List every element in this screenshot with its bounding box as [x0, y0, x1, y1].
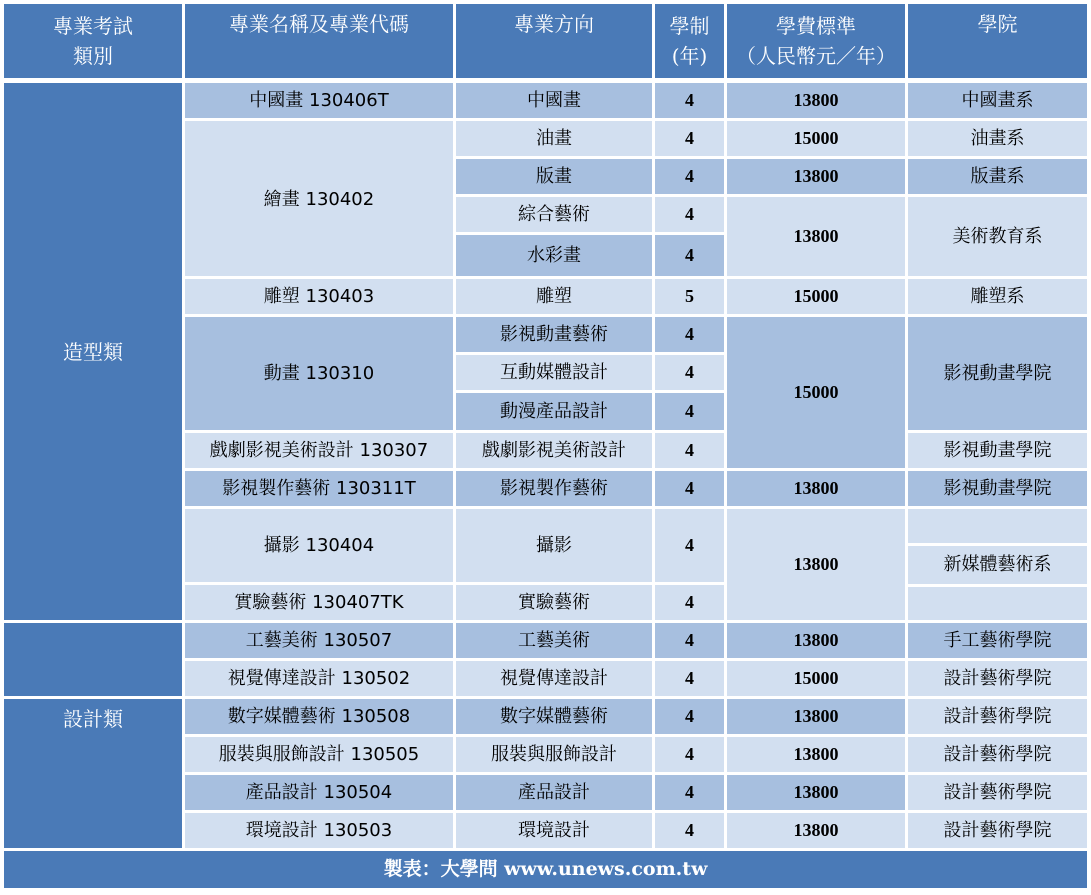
- header-duration: [655, 4, 724, 78]
- major-name: 影視製作藝術 130311T: [185, 471, 453, 506]
- direction: 服裝與服飾設計: [456, 737, 652, 772]
- direction: 視覺傳達設計: [456, 661, 652, 696]
- college-blank: [908, 587, 1087, 620]
- direction: 互動媒體設計: [456, 355, 652, 390]
- header-major-label: 專業名稱及專業代碼: [229, 12, 409, 36]
- tuition: 13800: [727, 197, 905, 276]
- major-name-text: 動畫 130310: [263, 363, 375, 384]
- direction: 影視動畫藝術: [456, 317, 652, 352]
- major-name-text: 繪畫 130402: [263, 189, 375, 210]
- header-major: [185, 4, 453, 78]
- major-name: 產品設計 130504: [185, 775, 453, 810]
- tuition: 13800: [727, 775, 905, 810]
- major-name: 實驗藝術 130407TK: [185, 585, 453, 620]
- college: 中國畫系: [908, 83, 1087, 118]
- major-name: 戲劇影視美術設計 130307: [185, 433, 453, 468]
- category-modeling: 造型類: [4, 83, 182, 620]
- tuition: 13800: [727, 699, 905, 734]
- footer-credit: 製表：大學問 www.unews.com.tw: [4, 851, 1087, 888]
- direction: 雕塑: [456, 279, 652, 314]
- tuition: 13800: [727, 813, 905, 848]
- major-name: 視覺傳達設計 130502: [185, 661, 453, 696]
- years: 4: [655, 471, 724, 506]
- major-name: 雕塑 130403: [185, 279, 453, 314]
- major-name: 工藝美術 130507: [185, 623, 453, 658]
- direction: 影視製作藝術: [456, 471, 652, 506]
- category-design: [4, 699, 182, 848]
- years: 4: [655, 433, 724, 468]
- years: 4: [655, 197, 724, 232]
- college: 設計藝術學院: [908, 813, 1087, 848]
- direction: 油畫: [456, 121, 652, 156]
- college: 新媒體藝術系: [908, 546, 1087, 584]
- direction: 綜合藝術: [456, 197, 652, 232]
- tuition: 13800: [727, 623, 905, 658]
- years: 4: [655, 393, 724, 430]
- years: 4: [655, 355, 724, 390]
- major-name: 攝影 130404: [185, 509, 453, 582]
- college: 版畫系: [908, 159, 1087, 194]
- header-college: [908, 4, 1087, 78]
- college: 影視動畫學院: [908, 317, 1087, 430]
- category-spacer: [4, 623, 182, 696]
- college: 美術教育系: [908, 197, 1087, 276]
- major-name: [185, 317, 453, 430]
- college: 油畫系: [908, 121, 1087, 156]
- years: 4: [655, 159, 724, 194]
- years: 5: [655, 279, 724, 314]
- college: 手工藝術學院: [908, 623, 1087, 658]
- college: 設計藝術學院: [908, 661, 1087, 696]
- years: 4: [655, 775, 724, 810]
- direction: 產品設計: [456, 775, 652, 810]
- direction: 數字媒體藝術: [456, 699, 652, 734]
- years: 4: [655, 585, 724, 620]
- header-category-line2: 類別: [73, 44, 113, 68]
- header-tuition: [727, 4, 905, 78]
- major-name: 中國畫 130406T: [185, 83, 453, 118]
- header-category-line1: 專業考試: [53, 14, 133, 38]
- header-duration-line2: (年): [671, 44, 708, 68]
- direction: 實驗藝術: [456, 585, 652, 620]
- header-duration-line1: 學制: [669, 14, 710, 38]
- tuition: 13800: [727, 159, 905, 194]
- direction: 版畫: [456, 159, 652, 194]
- header-college-label: 學院: [977, 12, 1018, 36]
- years: 4: [655, 699, 724, 734]
- header-direction-label: 專業方向: [514, 12, 594, 36]
- major-name: [185, 121, 453, 276]
- tuition: 15000: [727, 661, 905, 696]
- tuition: 15000: [727, 121, 905, 156]
- category-design-label: 設計類: [63, 707, 123, 731]
- years: 4: [655, 623, 724, 658]
- tuition: 15000: [727, 279, 905, 314]
- years: 4: [655, 509, 724, 582]
- college: 影視動畫學院: [908, 471, 1087, 506]
- direction: 環境設計: [456, 813, 652, 848]
- header-direction: [456, 4, 652, 78]
- years: 4: [655, 83, 724, 118]
- tuition: 13800: [727, 83, 905, 118]
- tuition: 13800: [727, 737, 905, 772]
- major-name: 環境設計 130503: [185, 813, 453, 848]
- direction: 工藝美術: [456, 623, 652, 658]
- direction: 攝影: [456, 509, 652, 582]
- major-name: 服裝與服飾設計 130505: [185, 737, 453, 772]
- years: 4: [655, 661, 724, 696]
- tuition: 13800: [727, 471, 905, 506]
- years: 4: [655, 813, 724, 848]
- college-blank: [908, 509, 1087, 543]
- college: 設計藝術學院: [908, 775, 1087, 810]
- college: 設計藝術學院: [908, 737, 1087, 772]
- direction: 水彩畫: [456, 235, 652, 276]
- tuition: 13800: [727, 509, 905, 620]
- years: 4: [655, 121, 724, 156]
- direction: 中國畫: [456, 83, 652, 118]
- header-tuition-line1: 學費標準: [776, 14, 856, 38]
- major-name: 數字媒體藝術 130508: [185, 699, 453, 734]
- header-tuition-line2: （人民幣元／年）: [736, 44, 896, 68]
- tuition: 15000: [727, 317, 905, 468]
- college: 影視動畫學院: [908, 433, 1087, 468]
- college: 設計藝術學院: [908, 699, 1087, 734]
- header-category: [4, 4, 182, 78]
- direction: 戲劇影視美術設計: [456, 433, 652, 468]
- direction: 動漫產品設計: [456, 393, 652, 430]
- years: 4: [655, 317, 724, 352]
- college: 雕塑系: [908, 279, 1087, 314]
- years: 4: [655, 235, 724, 276]
- years: 4: [655, 737, 724, 772]
